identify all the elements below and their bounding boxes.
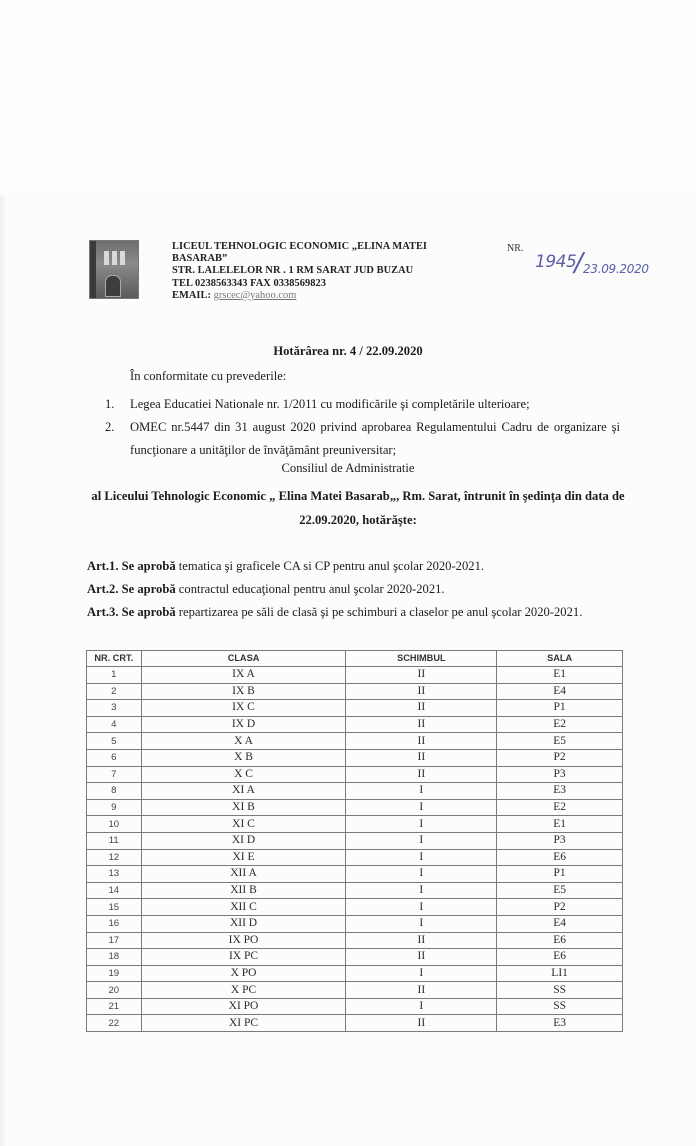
cell-nr: 10 (87, 816, 142, 833)
table-row (87, 949, 623, 966)
cell-nr: 4 (87, 716, 142, 733)
cell-nr: 12 (87, 849, 142, 866)
cell-sala: E4 (497, 683, 623, 700)
cell-nr: 5 (87, 733, 142, 750)
cell-sala: E1 (497, 816, 623, 833)
cell-schimbul: II (346, 667, 497, 684)
cell-schimbul: I (346, 965, 497, 982)
list-text: Legea Educatiei Nationale nr. 1/2011 cu modificările şi completările ulterioare; (130, 397, 530, 411)
school-email (172, 290, 472, 302)
cell-nr: 9 (87, 799, 142, 816)
cell-clasa: IX C (141, 700, 346, 717)
article-3 (87, 601, 622, 624)
school-building-logo-icon (89, 240, 139, 299)
email-label: EMAIL: (172, 289, 214, 301)
cell-sala: LI1 (497, 965, 623, 982)
table-row (87, 965, 623, 982)
cell-schimbul: I (346, 882, 497, 899)
cell-sala: E6 (497, 849, 623, 866)
email-link[interactable]: grscec@yahoo.com (213, 289, 297, 301)
cell-clasa: X C (141, 766, 346, 783)
article-1 (87, 555, 622, 578)
legal-basis-list (105, 393, 620, 462)
cell-schimbul: I (346, 899, 497, 916)
cell-schimbul: II (346, 749, 497, 766)
school-address: STR. LALELELOR NR . 1 RM SARAT JUD BUZAU (172, 265, 414, 277)
cell-clasa: X PO (141, 965, 346, 982)
cell-nr: 15 (87, 899, 142, 916)
cell-nr: 3 (87, 700, 142, 717)
table-row (87, 816, 623, 833)
cell-nr: 8 (87, 783, 142, 800)
registration-number: 1945 (535, 252, 577, 272)
cell-clasa: IX PO (141, 932, 346, 949)
list-text: OMEC nr.5447 din 31 august 2020 privind aprobarea Regulamentului Cadru de organizare şi funcţionare a unităţilor de învăţământ preuniversitar; (130, 420, 620, 457)
cell-sala: SS (497, 982, 623, 999)
cell-nr: 1 (87, 667, 142, 684)
cell-sala: P3 (497, 766, 623, 783)
cell-clasa: XII B (141, 882, 346, 899)
cell-sala: E5 (497, 882, 623, 899)
table-row (87, 932, 623, 949)
cell-sala: E6 (497, 932, 623, 949)
table-row (87, 733, 623, 750)
scan-edge-shadow (0, 195, 6, 1146)
article-text: repartizarea pe săli de clasă şi pe schimburi a claselor pe anul şcolar 2020-2021. (175, 605, 583, 619)
document-title: Hotărârea nr. 4 / 22.09.2020 (273, 344, 423, 358)
cell-schimbul: II (346, 932, 497, 949)
article-text: tematica şi graficele CA si CP pentru anul şcolar 2020-2021. (175, 559, 485, 573)
table-row (87, 1015, 623, 1032)
article-label: Art.2. (87, 582, 119, 596)
cell-sala: E2 (497, 799, 623, 816)
cell-schimbul: II (346, 716, 497, 733)
cell-clasa: IX A (141, 667, 346, 684)
registration-slash: / (574, 248, 584, 278)
cell-schimbul: I (346, 832, 497, 849)
header-clasa: CLASA (141, 651, 346, 667)
cell-sala: P1 (497, 866, 623, 883)
cell-clasa: XI B (141, 799, 346, 816)
table-row (87, 915, 623, 932)
cell-sala: E3 (497, 783, 623, 800)
table-row (87, 667, 623, 684)
cell-sala: E4 (497, 915, 623, 932)
table-header-row (87, 651, 623, 667)
article-2 (87, 578, 622, 601)
article-verb: Se aprobă (121, 605, 176, 619)
cell-nr: 17 (87, 932, 142, 949)
cell-clasa: XII C (141, 899, 346, 916)
table-row (87, 882, 623, 899)
cell-sala: E5 (497, 733, 623, 750)
header-nr-crt: NR. CRT. (87, 651, 142, 667)
council-name: Consiliul de Administratie (281, 461, 415, 475)
cell-clasa: XI C (141, 816, 346, 833)
table-row (87, 832, 623, 849)
cell-sala: E2 (497, 716, 623, 733)
cell-nr: 11 (87, 832, 142, 849)
cell-clasa: X A (141, 733, 346, 750)
table-row (87, 849, 623, 866)
cell-sala: E3 (497, 1015, 623, 1032)
cell-clasa: XI PC (141, 1015, 346, 1032)
table-row (87, 716, 623, 733)
cell-schimbul: II (346, 766, 497, 783)
school-phone: TEL 0238563343 FAX 0338569823 (172, 277, 326, 289)
table-body (87, 667, 623, 1032)
cell-nr: 14 (87, 882, 142, 899)
logo-window (104, 251, 109, 265)
class-room-schedule-table (86, 650, 623, 1032)
cell-schimbul: I (346, 866, 497, 883)
council-statement: al Liceului Tehnologic Economic „ Elina Matei Basarab„, Rm. Sarat, întrunit în şedinţa din data de 22.09.2020, hotărăşte: (91, 489, 625, 527)
school-name-line1: LICEUL TEHNOLOGIC ECONOMIC „ELINA MATEI (172, 241, 428, 252)
list-number: 2. (105, 420, 115, 434)
cell-clasa: IX B (141, 683, 346, 700)
cell-nr: 22 (87, 1015, 142, 1032)
cell-sala: E1 (497, 667, 623, 684)
article-verb: Se aprobă (121, 582, 176, 596)
article-label: Art.1. (87, 559, 119, 573)
cell-clasa: XII D (141, 915, 346, 932)
cell-clasa: XI D (141, 832, 346, 849)
cell-clasa: IX D (141, 716, 346, 733)
cell-schimbul: I (346, 816, 497, 833)
table-row (87, 998, 623, 1015)
table-row (87, 766, 623, 783)
logo-window (120, 251, 125, 265)
header-sala: SALA (497, 651, 623, 667)
cell-clasa: XI PO (141, 998, 346, 1015)
cell-clasa: X B (141, 749, 346, 766)
cell-sala: P2 (497, 899, 623, 916)
cell-sala: E6 (497, 949, 623, 966)
cell-schimbul: II (346, 1015, 497, 1032)
cell-nr: 2 (87, 683, 142, 700)
document-intro: În conformitate cu prevederile: (130, 369, 287, 383)
table-row (87, 700, 623, 717)
cell-schimbul: I (346, 998, 497, 1015)
cell-nr: 6 (87, 749, 142, 766)
letterhead (172, 241, 472, 302)
cell-sala: P2 (497, 749, 623, 766)
cell-sala: SS (497, 998, 623, 1015)
cell-schimbul: I (346, 783, 497, 800)
school-name-line2: BASARAB” (172, 253, 228, 265)
cell-schimbul: I (346, 849, 497, 866)
cell-schimbul: I (346, 915, 497, 932)
header-schimbul: SCHIMBUL (346, 651, 497, 667)
cell-nr: 20 (87, 982, 142, 999)
cell-nr: 18 (87, 949, 142, 966)
cell-clasa: XI A (141, 783, 346, 800)
cell-nr: 13 (87, 866, 142, 883)
registration-label: NR. (507, 243, 524, 254)
cell-schimbul: II (346, 700, 497, 717)
handwritten-registration (535, 244, 649, 278)
cell-schimbul: II (346, 982, 497, 999)
cell-sala: P3 (497, 832, 623, 849)
article-verb: Se aprobă (121, 559, 176, 573)
registration-date: 23.09.2020 (583, 262, 649, 276)
list-item (105, 416, 620, 462)
articles (87, 555, 622, 624)
article-text: contractul educaţional pentru anul şcolar 2020-2021. (175, 582, 445, 596)
cell-nr: 7 (87, 766, 142, 783)
table-row (87, 749, 623, 766)
cell-nr: 19 (87, 965, 142, 982)
logo-window (112, 251, 117, 265)
cell-sala: P1 (497, 700, 623, 717)
logo-door (105, 275, 121, 297)
cell-schimbul: II (346, 683, 497, 700)
cell-schimbul: I (346, 799, 497, 816)
table-row (87, 683, 623, 700)
cell-schimbul: II (346, 949, 497, 966)
cell-nr: 21 (87, 998, 142, 1015)
article-label: Art.3. (87, 605, 119, 619)
table-row (87, 783, 623, 800)
cell-clasa: XI E (141, 849, 346, 866)
cell-nr: 16 (87, 915, 142, 932)
table-row (87, 982, 623, 999)
list-number: 1. (105, 397, 115, 411)
cell-clasa: X PC (141, 982, 346, 999)
table-row (87, 866, 623, 883)
cell-schimbul: II (346, 733, 497, 750)
table-row (87, 799, 623, 816)
table-row (87, 899, 623, 916)
list-item (105, 393, 620, 416)
cell-clasa: XII A (141, 866, 346, 883)
cell-clasa: IX PC (141, 949, 346, 966)
